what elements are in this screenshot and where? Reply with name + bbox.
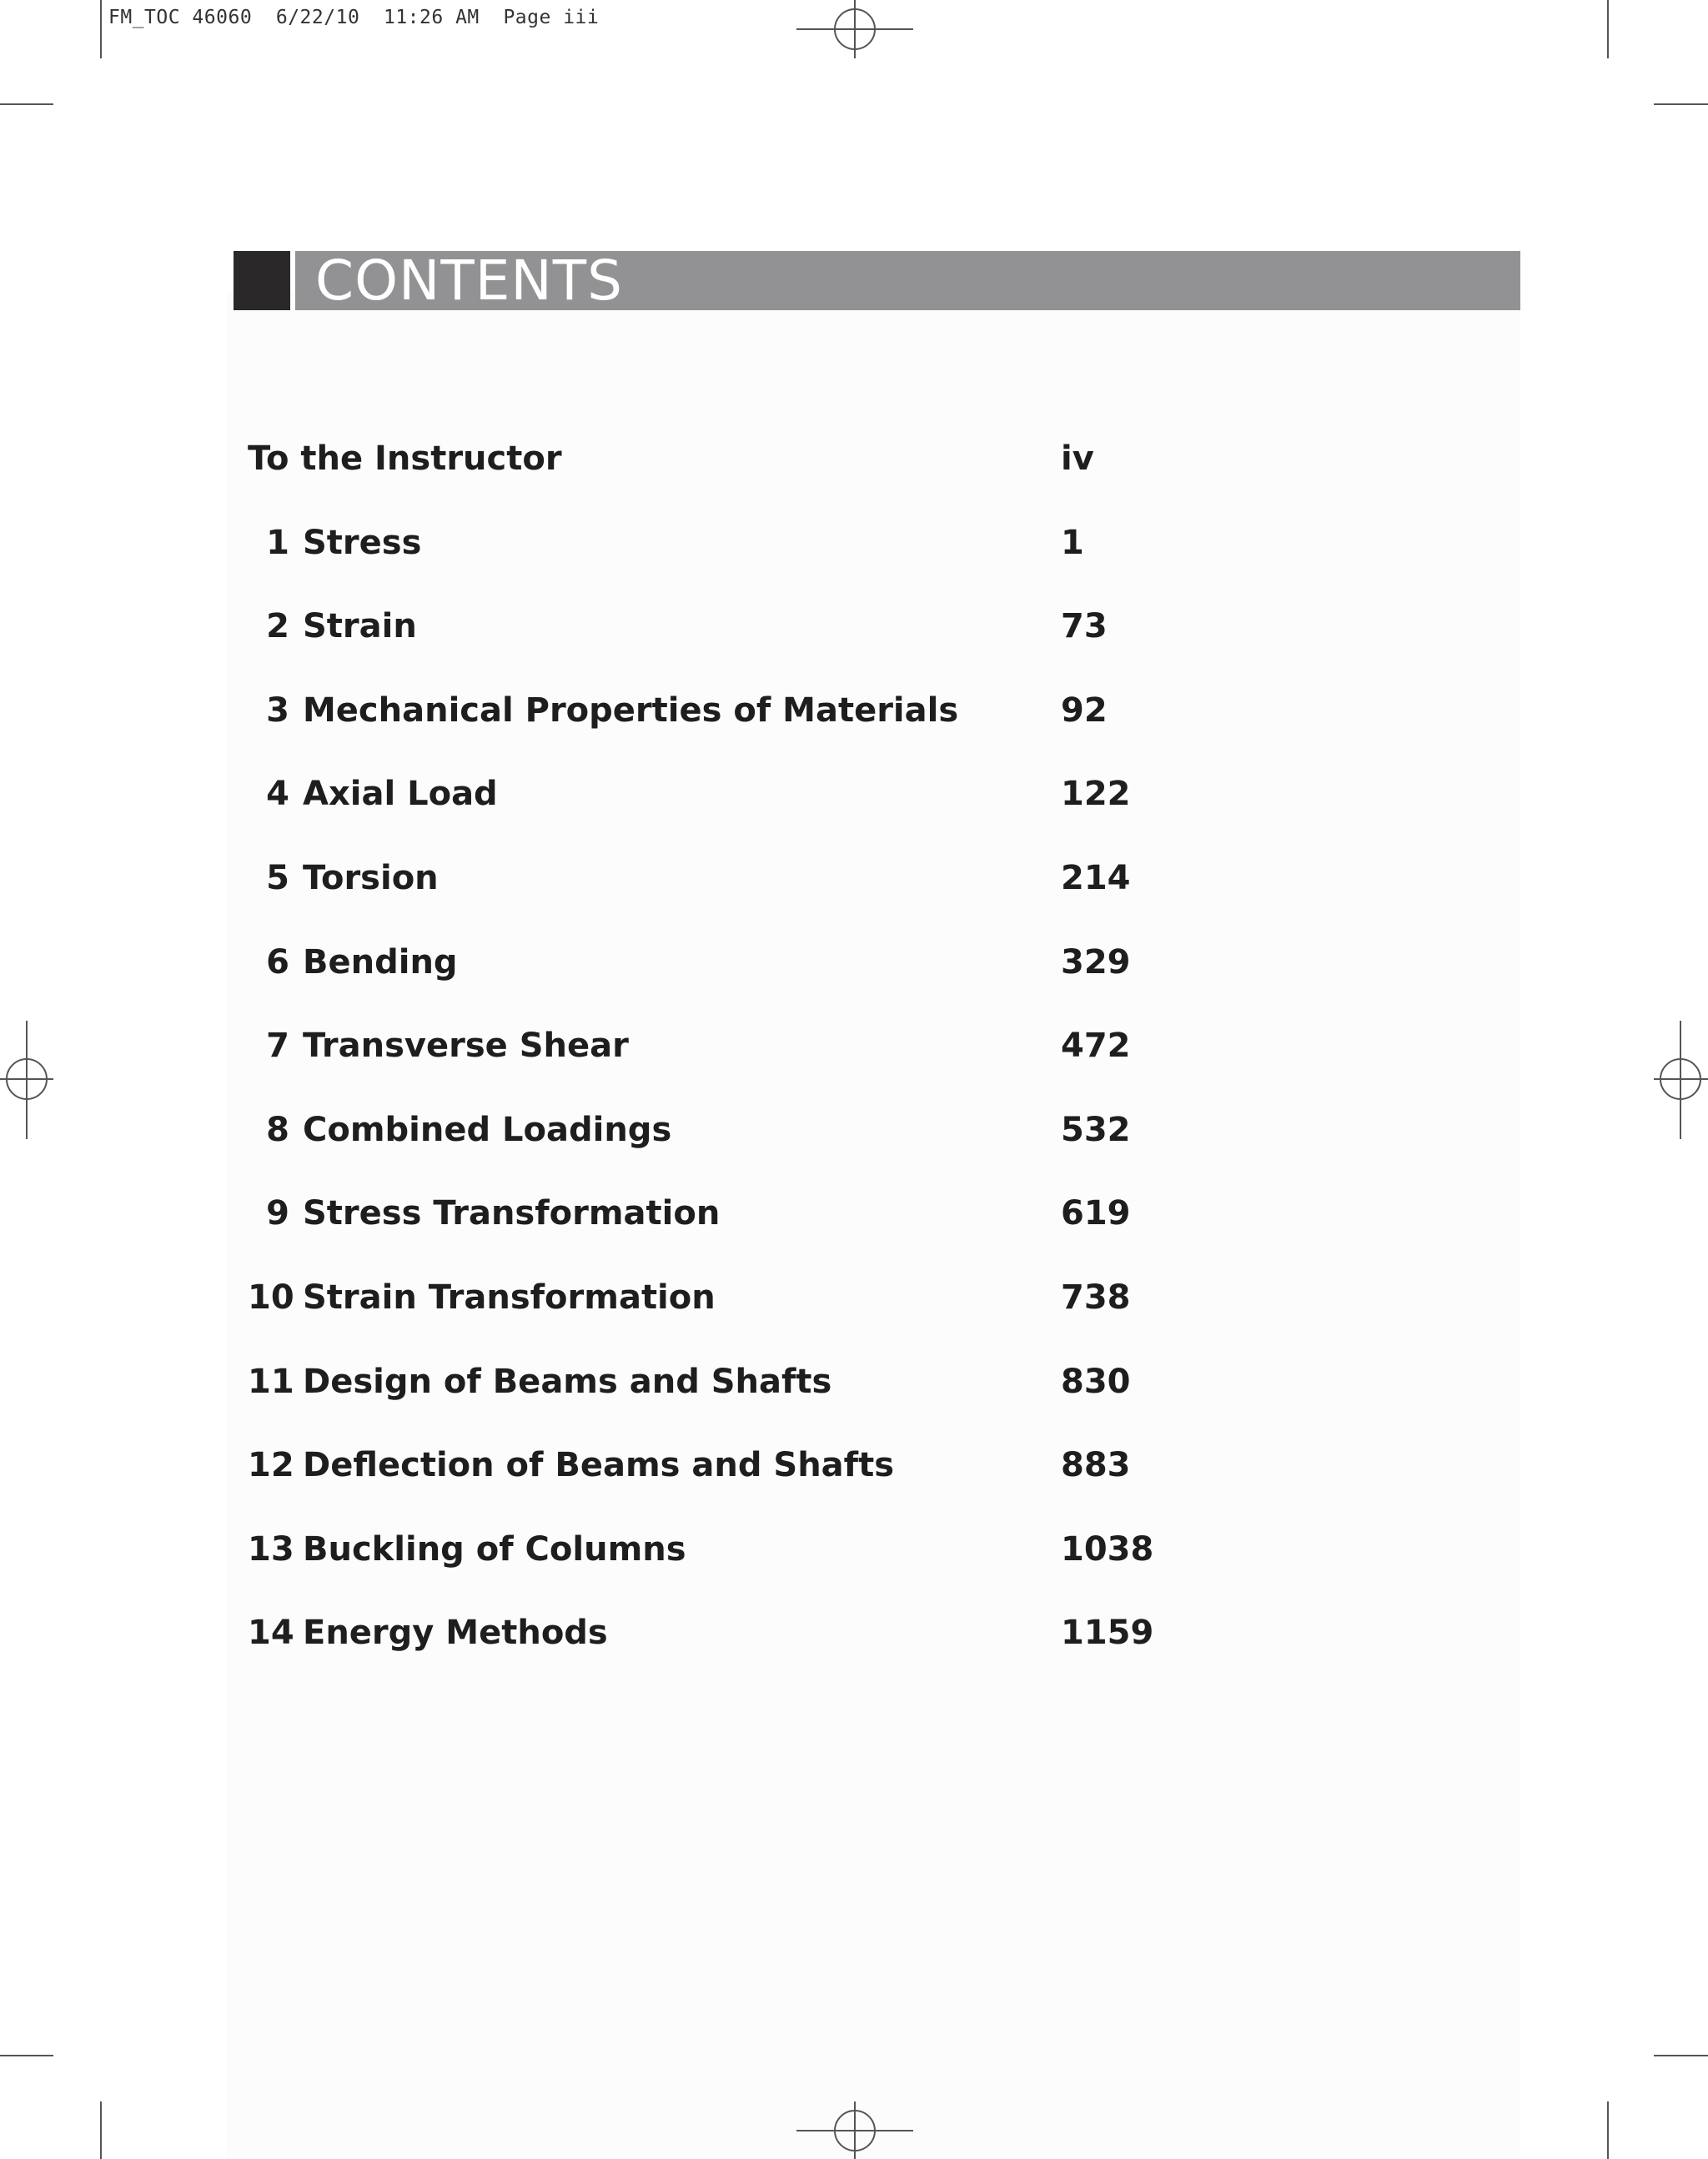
toc-chapter-title: Deflection of Beams and Shafts bbox=[303, 1446, 895, 1485]
toc-chapter-number: 13 bbox=[248, 1529, 294, 1569]
toc-chapter-number: 9 bbox=[266, 1194, 289, 1233]
toc-entry bbox=[248, 1357, 1248, 1441]
toc-chapter-title: Design of Beams and Shafts bbox=[303, 1362, 832, 1401]
toc-entry bbox=[248, 685, 1248, 770]
toc-entry bbox=[248, 1524, 1248, 1609]
table-of-contents bbox=[248, 434, 1248, 1692]
toc-chapter-title: Strain Transformation bbox=[303, 1278, 716, 1317]
crop-mark bbox=[1607, 0, 1609, 58]
toc-page-number: 472 bbox=[1061, 1027, 1131, 1066]
toc-chapter-title: Torsion bbox=[303, 858, 439, 897]
toc-entry bbox=[248, 1021, 1248, 1105]
toc-page-number: 214 bbox=[1061, 858, 1131, 897]
crop-mark bbox=[0, 2055, 53, 2056]
toc-page-number: 122 bbox=[1061, 775, 1131, 814]
toc-page-number: 329 bbox=[1061, 942, 1131, 982]
toc-entry bbox=[248, 601, 1248, 685]
toc-chapter-number: 4 bbox=[266, 775, 289, 814]
toc-chapter-number: 11 bbox=[248, 1362, 294, 1401]
toc-chapter-number: 8 bbox=[266, 1110, 289, 1149]
registration-line bbox=[26, 1021, 28, 1139]
toc-entry bbox=[248, 769, 1248, 853]
registration-line bbox=[854, 0, 856, 58]
toc-chapter-title: To the Instructor bbox=[248, 439, 562, 478]
toc-entry bbox=[248, 1105, 1248, 1189]
toc-chapter-title: Axial Load bbox=[303, 775, 498, 814]
toc-chapter-number: 12 bbox=[248, 1446, 294, 1485]
toc-entry bbox=[248, 1188, 1248, 1273]
toc-chapter-number: 7 bbox=[266, 1027, 289, 1066]
toc-entry bbox=[248, 1273, 1248, 1357]
print-slug: FM_TOC 46060 6/22/10 11:26 AM Page iii bbox=[108, 7, 600, 28]
toc-chapter-title: Stress Transformation bbox=[303, 1194, 721, 1233]
toc-chapter-number: 3 bbox=[266, 690, 289, 730]
toc-page-number: 532 bbox=[1061, 1110, 1131, 1149]
toc-chapter-number: 14 bbox=[248, 1614, 294, 1653]
toc-page-number: 830 bbox=[1061, 1362, 1131, 1401]
toc-chapter-title: Stress bbox=[303, 523, 422, 562]
toc-entry bbox=[248, 1440, 1248, 1524]
toc-chapter-title: Buckling of Columns bbox=[303, 1529, 686, 1569]
toc-entry bbox=[248, 853, 1248, 937]
crop-mark bbox=[1607, 2101, 1609, 2159]
toc-page-number: 619 bbox=[1061, 1194, 1131, 1233]
contents-heading-bar bbox=[234, 249, 1520, 313]
toc-page-number: 883 bbox=[1061, 1446, 1131, 1485]
toc-entry bbox=[248, 1608, 1248, 1692]
toc-chapter-number: 6 bbox=[266, 942, 289, 982]
page-title: CONTENTS bbox=[315, 249, 624, 313]
crop-mark bbox=[1654, 2055, 1708, 2056]
toc-chapter-title: Energy Methods bbox=[303, 1614, 608, 1653]
crop-mark bbox=[1654, 103, 1708, 105]
toc-chapter-number: 10 bbox=[248, 1278, 294, 1317]
crop-mark bbox=[100, 0, 102, 58]
toc-chapter-number: 2 bbox=[266, 607, 289, 646]
toc-chapter-number: 5 bbox=[266, 858, 289, 897]
registration-line bbox=[1680, 1021, 1681, 1139]
crop-mark bbox=[0, 103, 53, 105]
toc-chapter-title: Combined Loadings bbox=[303, 1110, 672, 1149]
heading-band bbox=[295, 249, 1520, 313]
toc-entry bbox=[248, 434, 1248, 518]
toc-entry bbox=[248, 937, 1248, 1022]
toc-chapter-title: Mechanical Properties of Materials bbox=[303, 690, 959, 730]
toc-page-number: iv bbox=[1061, 439, 1094, 478]
toc-page-number: 738 bbox=[1061, 1278, 1131, 1317]
toc-chapter-title: Transverse Shear bbox=[303, 1027, 629, 1066]
registration-line bbox=[854, 2101, 856, 2159]
toc-page-number: 92 bbox=[1061, 690, 1108, 730]
toc-page-number: 1 bbox=[1061, 523, 1084, 562]
toc-page-number: 73 bbox=[1061, 607, 1108, 646]
toc-page-number: 1038 bbox=[1061, 1529, 1154, 1569]
toc-page-number: 1159 bbox=[1061, 1614, 1154, 1653]
heading-accent-block bbox=[234, 251, 290, 310]
crop-mark bbox=[100, 2101, 102, 2159]
toc-chapter-title: Bending bbox=[303, 942, 458, 982]
toc-entry bbox=[248, 518, 1248, 602]
toc-chapter-number: 1 bbox=[266, 523, 289, 562]
toc-chapter-title: Strain bbox=[303, 607, 417, 646]
